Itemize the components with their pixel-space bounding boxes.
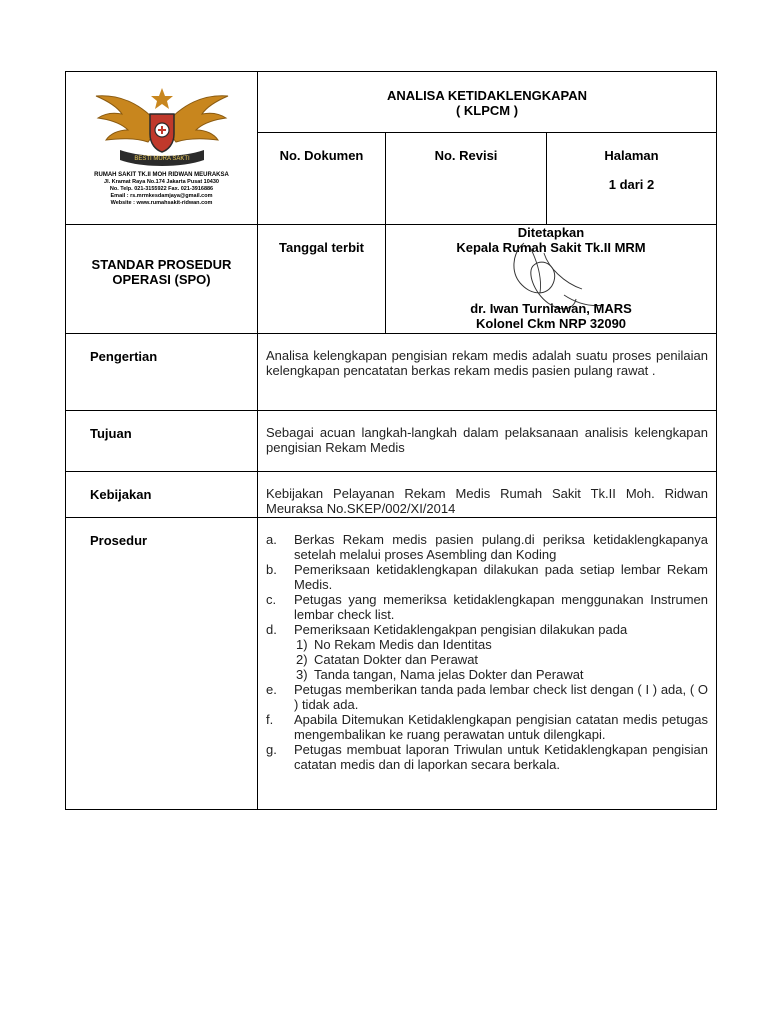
- tujuan-label: Tujuan: [90, 426, 132, 441]
- spo-table: [65, 71, 717, 810]
- no-revisi-cell: [386, 133, 547, 225]
- logo-banner-text: BESTI MURA SAKTI: [133, 156, 190, 162]
- prosedur-list: [266, 532, 708, 772]
- ditetapkan-by: Kepala Rumah Sakit Tk.II MRM: [456, 240, 646, 255]
- prosedur-content: [258, 518, 717, 810]
- ditetapkan-cell: [386, 225, 717, 334]
- spo-document: [65, 71, 716, 810]
- prosedur-label: Prosedur: [90, 533, 148, 548]
- hospital-email: Email : rs.mrmkesdamjaya@gmail.com: [110, 193, 213, 199]
- halaman-value: 1 dari 2: [608, 177, 655, 192]
- hospital-phone: No. Telp. 021-3155922 Fax. 021-3916886: [109, 186, 214, 192]
- spo-title: STANDAR PROSEDUR OPERASI (SPO): [91, 257, 232, 287]
- title-line-1: ANALISA KETIDAKLENGKAPAN: [386, 88, 588, 103]
- halaman-label: Halaman: [604, 148, 659, 163]
- halaman-cell: [547, 133, 717, 225]
- list-item: g. Petugas membuat laporan Triwulan untuk Ketidaklengkapan pengisian catatan medis dan di laporkan secara berkala.: [266, 742, 709, 772]
- list-item: b. Pemeriksaan ketidaklengkapan dilakukan pada setiap lembar Rekam Medis.: [266, 562, 709, 592]
- hospital-emblem-icon: [92, 86, 232, 168]
- kebijakan-text: Kebijakan Pelayanan Rekam Medis Rumah Sakit Tk.II Moh. Ridwan Meuraksa No.SKEP/002/XI/2014: [258, 472, 717, 518]
- sub-list-item: 3) Tanda tangan, Nama jelas Dokter dan Perawat: [296, 667, 584, 682]
- sub-list-item: 2) Catatan Dokter dan Perawat: [296, 652, 479, 667]
- tujuan-label-cell: [66, 411, 258, 472]
- list-item: a. Berkas Rekam medis pasien pulang.di periksa ketidaklengkapanya setelah melalui proses Asembling dan Koding: [266, 532, 709, 562]
- prosedur-label-cell: [66, 518, 258, 810]
- hospital-address-block: [66, 172, 257, 207]
- tanggal-terbit-cell: [258, 225, 386, 334]
- hospital-website: Website : www.rumahsakit-ridwan.com: [110, 200, 213, 206]
- list-item: c. Petugas yang memeriksa ketidaklengkapan menggunakan Instrumen lembar check list.: [266, 592, 709, 622]
- pengertian-label-cell: [66, 334, 258, 411]
- hospital-address: Jl. Kramat Raya No.174 Jakarta Pusat 10430: [104, 179, 219, 185]
- hospital-name: RUMAH SAKIT TK.II MOH RIDWAN MEURAKSA: [94, 172, 229, 178]
- list-item: d. Pemeriksaan Ketidaklengakpan pengisian dilakukan pada 1) No Rekam Medis dan Identitas 2) Catatan Dokter dan Perawat 3) Tanda tangan, Nama jelas Dokter dan Perawat: [266, 622, 708, 682]
- tujuan-text: Sebagai acuan langkah-langkah dalam pelaksanaan analisis kelengkapan pengisian Rekam Medis: [258, 411, 717, 472]
- no-dokumen-cell: [258, 133, 386, 225]
- no-dokumen-label: No. Dokumen: [279, 148, 364, 163]
- signer-name: dr. Iwan Turniawan, MARS: [470, 301, 632, 316]
- document-title: [258, 72, 717, 133]
- spo-title-cell: [66, 225, 258, 334]
- tanggal-terbit-label: Tanggal terbit: [279, 240, 364, 255]
- hospital-header: [66, 72, 258, 225]
- signer-rank: Kolonel Ckm NRP 32090: [475, 316, 627, 331]
- pengertian-text: Analisa kelengkapan pengisian rekam medis adalah suatu proses penilaian kelengkapan pencatatan berkas rekam medis pasien pulang rawat .: [258, 334, 717, 411]
- kebijakan-label-cell: [66, 472, 258, 518]
- ditetapkan-label: Ditetapkan: [517, 225, 585, 240]
- pengertian-label: Pengertian: [90, 349, 158, 364]
- prosedur-sub-list: [294, 637, 708, 682]
- list-item: f. Apabila Ditemukan Ketidaklengkapan pengisian catatan medis petugas mengembalikan ke ruang perawatan untuk dilengkapi.: [266, 712, 709, 742]
- sub-list-item: 1) No Rekam Medis dan Identitas: [296, 637, 492, 652]
- list-item: e. Petugas memberikan tanda pada lembar check list dengan ( I ) ada, ( O ) tidak ada.: [266, 682, 709, 712]
- kebijakan-label: Kebijakan: [90, 487, 152, 502]
- title-line-2: ( KLPCM ): [455, 103, 519, 118]
- no-revisi-label: No. Revisi: [434, 148, 498, 163]
